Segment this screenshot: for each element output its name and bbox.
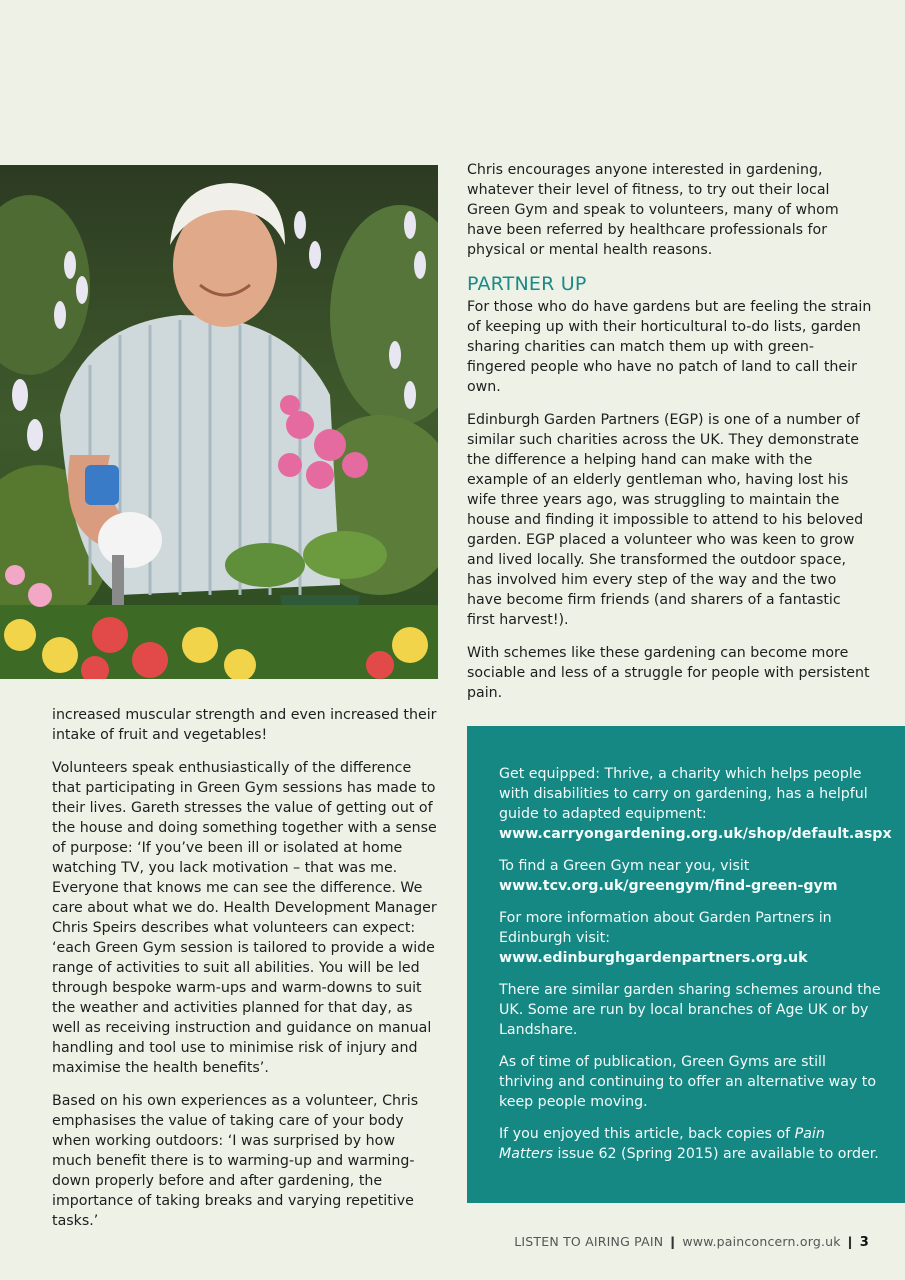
section-heading: PARTNER UP [467,273,587,295]
infobox-item [499,856,883,896]
infobox-text: Get equipped: Thrive, a charity which helps people with disabilities to carry on gardening, has a helpful guide to adapted equipment: [499,766,868,822]
infobox-item: There are similar garden sharing schemes around the UK. Some are run by local branches of Age UK or by Landshare. [499,982,881,1038]
infobox-item: As of time of publication, Green Gyms are still thriving and continuing to offer an alternative way to keep people moving. [499,1054,877,1110]
body-paragraph: Volunteers speak enthusiastically of the difference that participating in Green Gym sessions has made to their lives. Gareth stresses the value of getting out of the house and doing something together with a sense of purpose: ‘If you’ve been ill or isolated at home watching TV, you lack motivation – that was me. Everyone that knows me can see the difference. We care about what we do. Health Development Manager Chris Speirs describes what volunteers can expect: ‘each Green Gym session is tailored to provide a wide range of activities to suit all abilities. You will be led through bespoke warm-ups and warm-downs to suit the weather and activities planned for that day, as well as receiving instruction and guidance on manual handling and tool use to minimise risk of injury and maximise the health benefits’. [52,760,437,1076]
page-footer [514,1234,869,1250]
resource-link[interactable]: www.edinburghgardenpartners.org.uk [499,950,808,966]
infobox-item [499,764,892,844]
infobox-text: To find a Green Gym near you, visit [499,858,750,874]
right-column [467,160,872,716]
body-paragraph: Edinburgh Garden Partners (EGP) is one of a number of similar such charities across the UK. They demonstrate the difference a helping hand can make with the example of an elderly gentleman who, having lost his wife three years ago, was struggling to maintain the house and finding it impossible to attend to his beloved garden. EGP placed a volunteer who was keen to grow and lived locally. She transformed the outdoor space, has involved him every step of the way and the two have become firm friends (and sharers of a fantastic first harvest!). [467,412,864,628]
resource-link[interactable]: www.tcv.org.uk/greengym/find-green-gym [499,878,838,894]
body-paragraph: increased muscular strength and even increased their intake of fruit and vegetables! [52,707,437,743]
infobox-item [499,1124,883,1164]
footer-separator: ❙ [844,1234,856,1249]
body-paragraph: For those who do have gardens but are feeling the strain of keeping up with their horticultural to-do lists, garden sharing charities can match them up with green-fingered people who have no patch of land to call their own. [467,299,872,395]
resources-infobox [467,726,905,1203]
intro-paragraph: Chris encourages anyone interested in gardening, whatever their level of fitness, to try out their local Green Gym and speak to volunteers, many of whom have been referred by healthcare professionals for physical or mental health reasons. [467,162,839,258]
gardener-illustration [0,165,438,679]
infobox-item [499,908,883,968]
infobox-text: issue 62 (Spring 2015) are available to order. [553,1146,879,1162]
page-number: 3 [859,1235,869,1250]
body-paragraph: Based on his own experiences as a volunteer, Chris emphasises the value of taking care of your body when working outdoors: ‘I was surprised by how much benefit there is to warming-up and warming-down properly before and after gardening, the importance of taking breaks and varying repetitive tasks.’ [52,1093,419,1229]
footer-url[interactable]: www.painconcern.org.uk [682,1234,841,1249]
left-column [52,705,438,1244]
body-paragraph: With schemes like these gardening can become more sociable and less of a struggle for people with persistent pain. [467,645,870,701]
infobox-text: For more information about Garden Partners in Edinburgh visit: [499,910,832,946]
gardener-photo [0,165,438,679]
footer-label: LISTEN TO AIRING PAIN [514,1234,664,1249]
footer-separator: ❙ [667,1234,679,1249]
infobox-text: If you enjoyed this article, back copies of [499,1126,795,1142]
resource-link[interactable]: www.carryongardening.org.uk/shop/default.aspx [499,826,892,842]
publication-title: Pain Matters [499,1126,825,1162]
